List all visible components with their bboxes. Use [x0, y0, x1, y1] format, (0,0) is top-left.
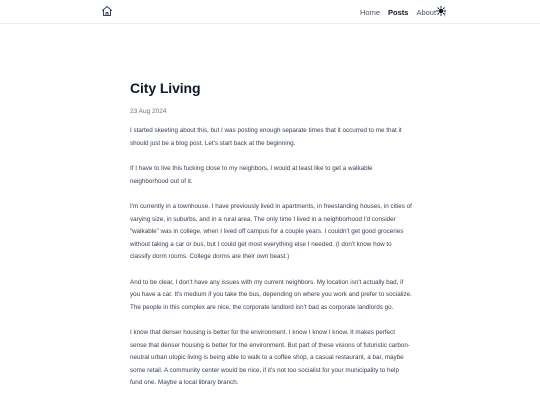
- home-icon[interactable]: [101, 5, 113, 17]
- nav-separator: |: [444, 7, 446, 17]
- post-body: [130, 125, 412, 390]
- nav-link-home[interactable]: Home: [359, 7, 380, 17]
- post-date: 23 Aug 2024: [130, 108, 167, 115]
- post-paragraph: And to be clear, I don't have any issues with my current neighbors. My location isn't actually bad, if you have a car. It's medium if you take the bus, depending on where you work and prefer to socialize. The people in this complex are nice, the corporate landlord isn't bad as corporate landlords go.: [130, 278, 412, 311]
- post-paragraph: I know that denser housing is better for the environment. I know I know I know. It makes perfect sense that denser housing is better for the environment. But part of these visions of futuristic carbon-neutral urban utopic living is being able to walk to a coffee shop, a casual restaurant, a bar, maybe some retail. A community center would be nice, if it's not too socialist for your municipality to help fund one. Maybe a local library branch.: [130, 329, 411, 386]
- post-title: City Living: [130, 80, 201, 96]
- post-paragraph: If I have to live this fucking close to my neighbors, I would at least like to get a walkable neighborhood out of it.: [130, 165, 373, 185]
- post-article: [130, 78, 412, 403]
- sun-icon[interactable]: [436, 6, 446, 16]
- nav-link-posts[interactable]: Posts: [388, 7, 409, 17]
- post-paragraph: I started skeeting about this, but I was posting enough separate times that it occurred to me that it should just be a blog post. Let's start back at the beginning.: [130, 127, 402, 147]
- site-header: [0, 0, 540, 24]
- nav-link-about[interactable]: About: [416, 7, 437, 17]
- post-paragraph: I'm currently in a townhouse. I have previously lived in apartments, in freestanding houses, in cities of varying size, in suburbs, and in a rural area. The only time I lived in a neighborhood I'd consider “walkable” was in college, when I lived off campus for a couple years. I couldn't get good groceries without taking a car or bus, but I could get most everything else I needed. (I don't know how to classify dorm rooms. College dorms are their own beast.): [130, 203, 412, 260]
- main-nav: [352, 0, 446, 24]
